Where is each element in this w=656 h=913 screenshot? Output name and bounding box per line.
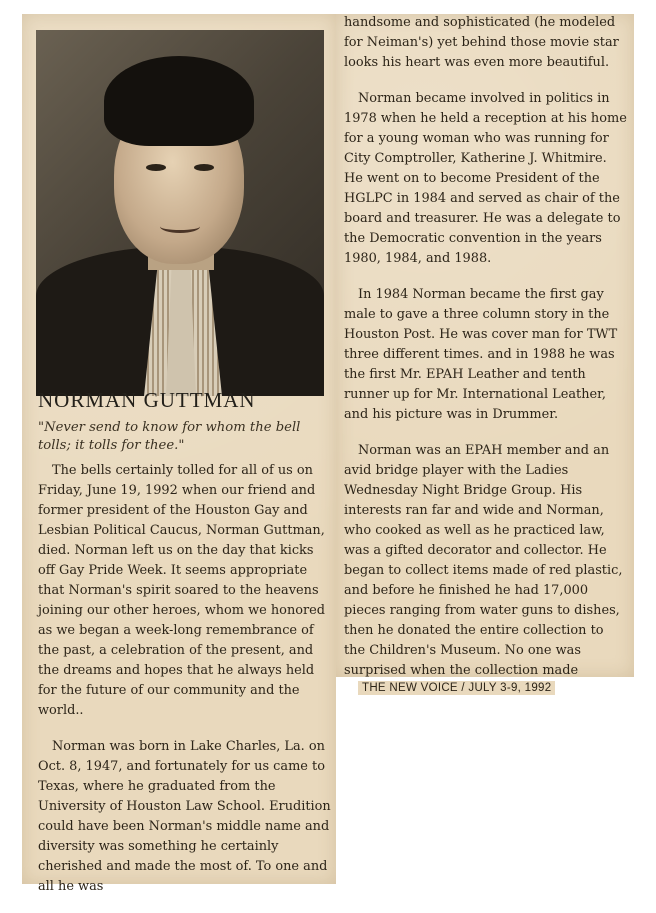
paragraph: In 1984 Norman became the first gay male to gave a three column story in the Houston Post. He was cover man for TWT three different times. and in 1988 he was the first Mr. EPAH Leather and tenth runner up for Mr. International Leather, and his picture was in Drummer. (344, 287, 618, 422)
portrait-photo (36, 30, 324, 396)
headline-name: NORMAN GUTTMAN (38, 388, 256, 412)
clipping-right-column (336, 14, 634, 677)
paragraph: Norman was an EPAH member and an avid bridge player with the Ladies Wednesday Night Bridge Group. His interests ran far and wide and Norman, who cooked as well as he practiced law, was a gifted decorator and collector. He began to collect items made of red plastic, and before he finished he had 17,000 pieces ranging from water guns to dishes, then he donated the entire collection to the Children's Museum. No one was surprised when the collection made (344, 443, 623, 678)
paragraph: Norman was born in Lake Charles, La. on Oct. 8, 1947, and fortunately for us came to Texas, where he graduated from the University of Houston Law School. Erudition could have been Norman's middle name and diversity was something he certainly cherished and made the most of. To one and all he was (38, 739, 331, 894)
source-credit: THE NEW VOICE / JULY 3-9, 1992 (358, 681, 555, 695)
clipping-left-column (22, 14, 336, 894)
epigraph-quote: "Never send to know for whom the bell tolls; it tolls for thee." (38, 420, 301, 453)
right-body-text (344, 13, 628, 697)
paragraph: The bells certainly tolled for all of us on Friday, June 19, 1992 when our friend and former president of the Houston Gay and Lesbian Political Caucus, Norman Guttman, died. Norman left us on the day that kicks off Gay Pride Week. It seems appropriate that Norman's spirit soared to the heavens joining our other heroes, whom we honored as we began a week-long remembrance of the past, a celebration of the present, and the dreams and hopes that he always held for the future of our community and the world.. (38, 463, 326, 718)
paragraph-continued: handsome and sophisticated (he modeled for Neiman's) yet behind those movie star looks his heart was even more beautiful. (344, 15, 619, 70)
left-body-text (38, 461, 332, 913)
paragraph: Norman became involved in politics in 1978 when he held a reception at his home for a young woman who was running for City Comptroller, Katherine J. Whitmire. He went on to become President of the HGLPC in 1984 and served as chair of the board and treasurer. He was a delegate to the Democratic convention in the years 1980, 1984, and 1988. (344, 91, 627, 266)
